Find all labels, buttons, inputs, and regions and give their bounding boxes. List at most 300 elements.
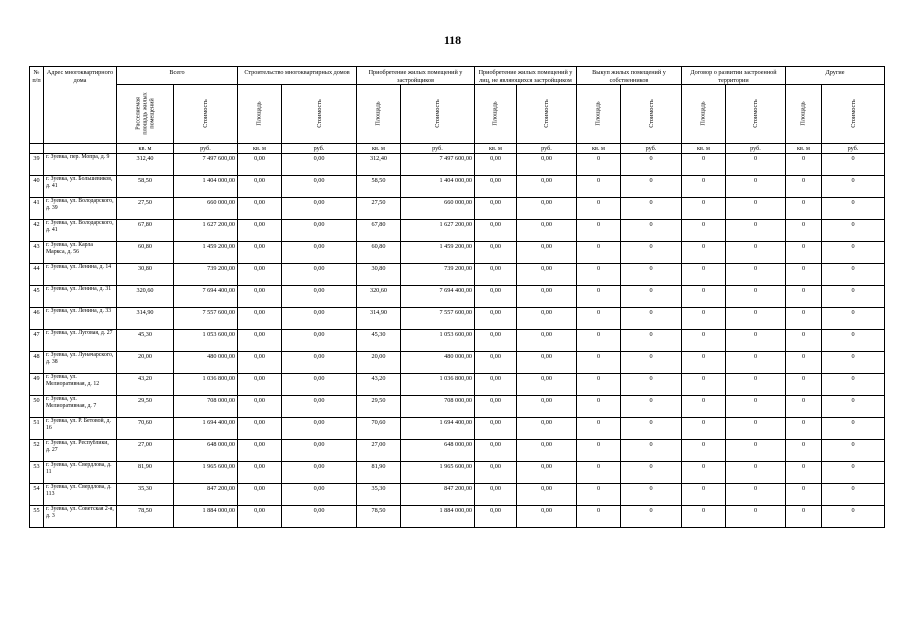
cell-total-cost: 7 497 600,00 bbox=[174, 154, 238, 176]
cell-non-developer-cost: 0,00 bbox=[517, 308, 577, 330]
cell-developer-cost: 739 200,00 bbox=[401, 264, 475, 286]
header-group-territory-contract: Договор о развитии застроенной территории bbox=[682, 67, 786, 85]
cell-other-cost: 0 bbox=[822, 154, 885, 176]
cell-developer-cost: 1 965 600,00 bbox=[401, 462, 475, 484]
cell-territory-area: 0 bbox=[682, 440, 726, 462]
table-row bbox=[30, 396, 885, 418]
cell-territory-cost: 0 bbox=[726, 176, 786, 198]
unit-cost: руб. bbox=[517, 144, 577, 154]
cell-developer-area: 30,80 bbox=[357, 264, 401, 286]
cell-construction-cost: 0,00 bbox=[282, 220, 357, 242]
cell-buyout-area: 0 bbox=[577, 220, 621, 242]
cell-territory-cost: 0 bbox=[726, 198, 786, 220]
row-address: г. Зуевка, ул. Володарского, д. 41 bbox=[44, 220, 117, 242]
cell-other-area: 0 bbox=[786, 374, 822, 396]
cell-territory-area: 0 bbox=[682, 154, 726, 176]
cell-other-area: 0 bbox=[786, 242, 822, 264]
cell-non-developer-area: 0,00 bbox=[475, 418, 517, 440]
cell-territory-area: 0 bbox=[682, 242, 726, 264]
cell-developer-area: 20,00 bbox=[357, 352, 401, 374]
cell-non-developer-cost: 0,00 bbox=[517, 462, 577, 484]
row-address: г. Зуевка, ул. Свердлова, д. 113 bbox=[44, 484, 117, 506]
cell-total-cost: 7 694 400,00 bbox=[174, 286, 238, 308]
header-num: № п/п bbox=[30, 67, 44, 144]
cell-construction-area: 0,00 bbox=[238, 264, 282, 286]
row-number: 45 bbox=[30, 286, 44, 308]
cell-developer-cost: 708 000,00 bbox=[401, 396, 475, 418]
cell-construction-cost: 0,00 bbox=[282, 242, 357, 264]
cell-total-cost: 1 627 200,00 bbox=[174, 220, 238, 242]
cell-other-cost: 0 bbox=[822, 374, 885, 396]
cell-non-developer-area: 0,00 bbox=[475, 352, 517, 374]
cell-total-cost: 1 694 400,00 bbox=[174, 418, 238, 440]
table-row bbox=[30, 154, 885, 176]
cell-territory-cost: 0 bbox=[726, 308, 786, 330]
row-number: 52 bbox=[30, 440, 44, 462]
cell-non-developer-area: 0,00 bbox=[475, 506, 517, 528]
row-address: г. Зуевка, ул. Ленина, д. 31 bbox=[44, 286, 117, 308]
row-number: 46 bbox=[30, 308, 44, 330]
cell-buyout-area: 0 bbox=[577, 330, 621, 352]
cell-territory-cost: 0 bbox=[726, 374, 786, 396]
unit-area: кв. м bbox=[786, 144, 822, 154]
cell-construction-cost: 0,00 bbox=[282, 484, 357, 506]
cell-construction-area: 0,00 bbox=[238, 330, 282, 352]
cell-developer-area: 27,50 bbox=[357, 198, 401, 220]
cell-total-area: 70,60 bbox=[117, 418, 174, 440]
cell-non-developer-cost: 0,00 bbox=[517, 506, 577, 528]
cell-other-area: 0 bbox=[786, 308, 822, 330]
cell-territory-cost: 0 bbox=[726, 330, 786, 352]
header-group-other: Другие bbox=[786, 67, 885, 85]
table-row bbox=[30, 418, 885, 440]
cell-other-area: 0 bbox=[786, 418, 822, 440]
cell-non-developer-cost: 0,00 bbox=[517, 154, 577, 176]
cell-total-cost: 7 557 600,00 bbox=[174, 308, 238, 330]
cell-construction-area: 0,00 bbox=[238, 374, 282, 396]
row-address: г. Зуевка, ул. Мелиоративная, д. 12 bbox=[44, 374, 117, 396]
cell-buyout-area: 0 bbox=[577, 308, 621, 330]
cell-territory-area: 0 bbox=[682, 484, 726, 506]
cell-total-area: 314,90 bbox=[117, 308, 174, 330]
row-number: 39 bbox=[30, 154, 44, 176]
cell-non-developer-cost: 0,00 bbox=[517, 264, 577, 286]
cell-territory-area: 0 bbox=[682, 374, 726, 396]
cell-buyout-cost: 0 bbox=[621, 286, 682, 308]
row-address: г. Зуевка, ул. Володарского, д. 39 bbox=[44, 198, 117, 220]
row-number: 43 bbox=[30, 242, 44, 264]
cell-construction-cost: 0,00 bbox=[282, 286, 357, 308]
cell-developer-cost: 1 884 000,00 bbox=[401, 506, 475, 528]
cell-other-area: 0 bbox=[786, 352, 822, 374]
row-address: г. Зуевка, пер. Мопра, д. 9 bbox=[44, 154, 117, 176]
unit-blank bbox=[44, 144, 117, 154]
header-group-developer-purchase: Приобретение жилых помещений у застройщиков bbox=[357, 67, 475, 85]
cell-buyout-area: 0 bbox=[577, 418, 621, 440]
table-row bbox=[30, 308, 885, 330]
cell-construction-area: 0,00 bbox=[238, 506, 282, 528]
cell-developer-area: 314,90 bbox=[357, 308, 401, 330]
row-number: 51 bbox=[30, 418, 44, 440]
cell-total-cost: 1 404 000,00 bbox=[174, 176, 238, 198]
cell-developer-cost: 660 000,00 bbox=[401, 198, 475, 220]
subheader-settled-area: Расселяемая площадь жилых помещений bbox=[117, 85, 174, 144]
cell-total-cost: 1 884 000,00 bbox=[174, 506, 238, 528]
header-group-total: Всего bbox=[117, 67, 238, 85]
cell-non-developer-cost: 0,00 bbox=[517, 242, 577, 264]
cell-buyout-area: 0 bbox=[577, 374, 621, 396]
cell-construction-area: 0,00 bbox=[238, 396, 282, 418]
row-number: 40 bbox=[30, 176, 44, 198]
table-row bbox=[30, 374, 885, 396]
cell-other-area: 0 bbox=[786, 506, 822, 528]
cell-other-area: 0 bbox=[786, 198, 822, 220]
cell-total-cost: 708 000,00 bbox=[174, 396, 238, 418]
cell-total-area: 45,30 bbox=[117, 330, 174, 352]
cell-buyout-area: 0 bbox=[577, 352, 621, 374]
cell-construction-area: 0,00 bbox=[238, 308, 282, 330]
cell-buyout-area: 0 bbox=[577, 198, 621, 220]
table-row bbox=[30, 198, 885, 220]
unit-cost: руб. bbox=[401, 144, 475, 154]
table-row bbox=[30, 484, 885, 506]
cell-total-area: 35,30 bbox=[117, 484, 174, 506]
subheader-cost: Стоимость bbox=[401, 85, 475, 144]
cell-total-cost: 480 000,00 bbox=[174, 352, 238, 374]
table-row bbox=[30, 286, 885, 308]
cell-buyout-cost: 0 bbox=[621, 154, 682, 176]
cell-developer-cost: 1 036 800,00 bbox=[401, 374, 475, 396]
cell-buyout-area: 0 bbox=[577, 286, 621, 308]
cell-developer-area: 29,50 bbox=[357, 396, 401, 418]
cell-non-developer-area: 0,00 bbox=[475, 374, 517, 396]
cell-other-area: 0 bbox=[786, 220, 822, 242]
cell-other-area: 0 bbox=[786, 264, 822, 286]
cell-non-developer-area: 0,00 bbox=[475, 484, 517, 506]
cell-developer-cost: 7 497 600,00 bbox=[401, 154, 475, 176]
subheader-cost: Стоимость bbox=[822, 85, 885, 144]
cell-construction-area: 0,00 bbox=[238, 462, 282, 484]
table-row bbox=[30, 264, 885, 286]
cell-non-developer-area: 0,00 bbox=[475, 242, 517, 264]
cell-other-cost: 0 bbox=[822, 330, 885, 352]
table-row bbox=[30, 462, 885, 484]
cell-non-developer-cost: 0,00 bbox=[517, 176, 577, 198]
cell-non-developer-cost: 0,00 bbox=[517, 396, 577, 418]
subheader-cost: Стоимость bbox=[282, 85, 357, 144]
cell-buyout-area: 0 bbox=[577, 484, 621, 506]
cell-buyout-area: 0 bbox=[577, 242, 621, 264]
cell-non-developer-area: 0,00 bbox=[475, 330, 517, 352]
cell-territory-area: 0 bbox=[682, 220, 726, 242]
cell-non-developer-area: 0,00 bbox=[475, 220, 517, 242]
cell-non-developer-cost: 0,00 bbox=[517, 198, 577, 220]
cell-non-developer-cost: 0,00 bbox=[517, 286, 577, 308]
row-number: 50 bbox=[30, 396, 44, 418]
cell-other-cost: 0 bbox=[822, 462, 885, 484]
cell-non-developer-cost: 0,00 bbox=[517, 374, 577, 396]
unit-cost: руб. bbox=[174, 144, 238, 154]
cell-territory-cost: 0 bbox=[726, 242, 786, 264]
row-address: г. Зуевка, ул. Карла Маркса, д. 56 bbox=[44, 242, 117, 264]
header-group-buyout: Выкуп жилых помещений у собственников bbox=[577, 67, 682, 85]
unit-cost: руб. bbox=[621, 144, 682, 154]
cell-territory-area: 0 bbox=[682, 176, 726, 198]
subheader-cost: Стоимость bbox=[726, 85, 786, 144]
cell-territory-cost: 0 bbox=[726, 286, 786, 308]
cell-total-area: 30,80 bbox=[117, 264, 174, 286]
cell-territory-cost: 0 bbox=[726, 462, 786, 484]
cell-construction-area: 0,00 bbox=[238, 154, 282, 176]
cell-developer-area: 67,80 bbox=[357, 220, 401, 242]
row-number: 49 bbox=[30, 374, 44, 396]
cell-total-area: 320,60 bbox=[117, 286, 174, 308]
cell-buyout-cost: 0 bbox=[621, 198, 682, 220]
row-address: г. Зуевка, ул. Р. Бетовой, д. 16 bbox=[44, 418, 117, 440]
cell-developer-cost: 1 404 000,00 bbox=[401, 176, 475, 198]
cell-non-developer-area: 0,00 bbox=[475, 396, 517, 418]
cell-developer-area: 70,60 bbox=[357, 418, 401, 440]
cell-other-area: 0 bbox=[786, 154, 822, 176]
cell-total-cost: 739 200,00 bbox=[174, 264, 238, 286]
cell-territory-area: 0 bbox=[682, 330, 726, 352]
cell-other-cost: 0 bbox=[822, 506, 885, 528]
cell-other-cost: 0 bbox=[822, 198, 885, 220]
cell-total-area: 43,20 bbox=[117, 374, 174, 396]
cell-buyout-cost: 0 bbox=[621, 176, 682, 198]
cell-total-area: 67,80 bbox=[117, 220, 174, 242]
cell-other-cost: 0 bbox=[822, 176, 885, 198]
cell-other-cost: 0 bbox=[822, 396, 885, 418]
cell-territory-area: 0 bbox=[682, 462, 726, 484]
cell-territory-cost: 0 bbox=[726, 418, 786, 440]
cell-other-cost: 0 bbox=[822, 264, 885, 286]
table-row bbox=[30, 440, 885, 462]
cell-buyout-area: 0 bbox=[577, 506, 621, 528]
row-address: г. Зуевка, ул. Луговая, д. 27 bbox=[44, 330, 117, 352]
cell-construction-cost: 0,00 bbox=[282, 330, 357, 352]
cell-territory-cost: 0 bbox=[726, 506, 786, 528]
cell-territory-cost: 0 bbox=[726, 264, 786, 286]
cell-non-developer-cost: 0,00 bbox=[517, 484, 577, 506]
cell-other-area: 0 bbox=[786, 484, 822, 506]
cell-total-area: 312,40 bbox=[117, 154, 174, 176]
cell-total-cost: 1 053 600,00 bbox=[174, 330, 238, 352]
table-row bbox=[30, 352, 885, 374]
cell-developer-cost: 1 459 200,00 bbox=[401, 242, 475, 264]
cell-construction-area: 0,00 bbox=[238, 484, 282, 506]
cell-construction-cost: 0,00 bbox=[282, 198, 357, 220]
unit-area: кв. м bbox=[577, 144, 621, 154]
row-address: г. Зуевка, ул. Свердлова, д. 11 bbox=[44, 462, 117, 484]
cell-construction-cost: 0,00 bbox=[282, 418, 357, 440]
cell-total-area: 60,80 bbox=[117, 242, 174, 264]
header-address: Адрес многоквартирного дома bbox=[44, 67, 117, 144]
cell-buyout-area: 0 bbox=[577, 440, 621, 462]
cell-construction-cost: 0,00 bbox=[282, 176, 357, 198]
cell-territory-area: 0 bbox=[682, 418, 726, 440]
cell-developer-cost: 648 000,00 bbox=[401, 440, 475, 462]
cell-total-area: 27,50 bbox=[117, 198, 174, 220]
cell-non-developer-area: 0,00 bbox=[475, 264, 517, 286]
cell-developer-cost: 1 627 200,00 bbox=[401, 220, 475, 242]
row-number: 44 bbox=[30, 264, 44, 286]
cell-construction-area: 0,00 bbox=[238, 176, 282, 198]
cell-territory-area: 0 bbox=[682, 308, 726, 330]
row-number: 47 bbox=[30, 330, 44, 352]
cell-construction-cost: 0,00 bbox=[282, 264, 357, 286]
cell-territory-cost: 0 bbox=[726, 396, 786, 418]
cell-buyout-cost: 0 bbox=[621, 374, 682, 396]
cell-developer-area: 312,40 bbox=[357, 154, 401, 176]
cell-buyout-cost: 0 bbox=[621, 330, 682, 352]
subheader-area: Площадь bbox=[475, 85, 517, 144]
cell-construction-cost: 0,00 bbox=[282, 462, 357, 484]
cell-other-area: 0 bbox=[786, 286, 822, 308]
cell-non-developer-area: 0,00 bbox=[475, 308, 517, 330]
cell-total-cost: 660 000,00 bbox=[174, 198, 238, 220]
cell-territory-cost: 0 bbox=[726, 220, 786, 242]
cell-non-developer-cost: 0,00 bbox=[517, 418, 577, 440]
cell-developer-cost: 480 000,00 bbox=[401, 352, 475, 374]
unit-area: кв. м bbox=[682, 144, 726, 154]
subheader-area: Площадь bbox=[682, 85, 726, 144]
cell-total-cost: 648 000,00 bbox=[174, 440, 238, 462]
subheader-area: Площадь bbox=[786, 85, 822, 144]
header-group-construction: Строительство многоквартирных домов bbox=[238, 67, 357, 85]
cell-buyout-area: 0 bbox=[577, 154, 621, 176]
cell-buyout-area: 0 bbox=[577, 264, 621, 286]
cell-buyout-area: 0 bbox=[577, 396, 621, 418]
table-row bbox=[30, 330, 885, 352]
row-address: г. Зуевка, ул. Большевиков, д. 41 bbox=[44, 176, 117, 198]
page-number: 118 bbox=[443, 33, 462, 47]
cell-construction-cost: 0,00 bbox=[282, 352, 357, 374]
row-number: 41 bbox=[30, 198, 44, 220]
cell-other-cost: 0 bbox=[822, 308, 885, 330]
row-address: г. Зуевка, ул. Республики, д. 27 bbox=[44, 440, 117, 462]
cell-other-area: 0 bbox=[786, 396, 822, 418]
cell-construction-area: 0,00 bbox=[238, 440, 282, 462]
cell-non-developer-area: 0,00 bbox=[475, 440, 517, 462]
cell-territory-area: 0 bbox=[682, 286, 726, 308]
table-row bbox=[30, 242, 885, 264]
unit-cost: руб. bbox=[726, 144, 786, 154]
row-address: г. Зуевка, ул. Мелиоративная, д. 7 bbox=[44, 396, 117, 418]
header-group-non-developer-purchase: Приобретение жилых помещений у лиц, не являющихся застройщиком bbox=[475, 67, 577, 85]
cell-buyout-area: 0 bbox=[577, 462, 621, 484]
cell-developer-area: 78,50 bbox=[357, 506, 401, 528]
cell-buyout-cost: 0 bbox=[621, 484, 682, 506]
cell-developer-cost: 847 200,00 bbox=[401, 484, 475, 506]
cell-construction-area: 0,00 bbox=[238, 198, 282, 220]
cell-non-developer-area: 0,00 bbox=[475, 154, 517, 176]
unit-area: кв. м bbox=[475, 144, 517, 154]
subheader-cost: Стоимость bbox=[517, 85, 577, 144]
cell-buyout-cost: 0 bbox=[621, 440, 682, 462]
cell-developer-area: 58,50 bbox=[357, 176, 401, 198]
cell-other-area: 0 bbox=[786, 440, 822, 462]
cell-total-area: 20,00 bbox=[117, 352, 174, 374]
cell-territory-area: 0 bbox=[682, 506, 726, 528]
cell-total-area: 29,50 bbox=[117, 396, 174, 418]
cell-non-developer-area: 0,00 bbox=[475, 462, 517, 484]
row-address: г. Зуевка, ул. Луначарского, д. 38 bbox=[44, 352, 117, 374]
subheader-area: Площадь bbox=[357, 85, 401, 144]
row-number: 42 bbox=[30, 220, 44, 242]
cell-construction-area: 0,00 bbox=[238, 352, 282, 374]
cell-other-cost: 0 bbox=[822, 242, 885, 264]
cell-non-developer-area: 0,00 bbox=[475, 198, 517, 220]
cell-territory-area: 0 bbox=[682, 396, 726, 418]
table-row bbox=[30, 220, 885, 242]
unit-cost: руб. bbox=[822, 144, 885, 154]
cell-developer-cost: 1 053 600,00 bbox=[401, 330, 475, 352]
cell-total-cost: 1 965 600,00 bbox=[174, 462, 238, 484]
subheader-area: Площадь bbox=[238, 85, 282, 144]
cell-total-cost: 1 459 200,00 bbox=[174, 242, 238, 264]
subheader-cost: Стоимость bbox=[621, 85, 682, 144]
cell-developer-cost: 7 694 400,00 bbox=[401, 286, 475, 308]
cell-construction-area: 0,00 bbox=[238, 418, 282, 440]
cell-other-area: 0 bbox=[786, 176, 822, 198]
subheader-cost: Стоимость bbox=[174, 85, 238, 144]
cell-developer-area: 81,90 bbox=[357, 462, 401, 484]
cell-construction-area: 0,00 bbox=[238, 286, 282, 308]
cell-buyout-cost: 0 bbox=[621, 396, 682, 418]
cell-construction-area: 0,00 bbox=[238, 242, 282, 264]
cell-total-cost: 847 200,00 bbox=[174, 484, 238, 506]
row-number: 55 bbox=[30, 506, 44, 528]
cell-non-developer-cost: 0,00 bbox=[517, 220, 577, 242]
cell-buyout-cost: 0 bbox=[621, 264, 682, 286]
cell-buyout-cost: 0 bbox=[621, 462, 682, 484]
subheader-area: Площадь bbox=[577, 85, 621, 144]
cell-developer-area: 43,20 bbox=[357, 374, 401, 396]
cell-other-cost: 0 bbox=[822, 440, 885, 462]
cell-other-cost: 0 bbox=[822, 418, 885, 440]
row-number: 53 bbox=[30, 462, 44, 484]
cell-total-area: 58,50 bbox=[117, 176, 174, 198]
unit-area: кв. м bbox=[117, 144, 174, 154]
unit-area: кв. м bbox=[357, 144, 401, 154]
cell-total-area: 78,50 bbox=[117, 506, 174, 528]
row-number: 48 bbox=[30, 352, 44, 374]
cell-other-area: 0 bbox=[786, 330, 822, 352]
row-address: г. Зуевка, ул. Ленина, д. 33 bbox=[44, 308, 117, 330]
cell-buyout-area: 0 bbox=[577, 176, 621, 198]
row-address: г. Зуевка, ул. Советская 2-я, д. 3 bbox=[44, 506, 117, 528]
cell-buyout-cost: 0 bbox=[621, 308, 682, 330]
cell-non-developer-area: 0,00 bbox=[475, 286, 517, 308]
cell-territory-cost: 0 bbox=[726, 352, 786, 374]
cell-other-cost: 0 bbox=[822, 484, 885, 506]
cell-territory-cost: 0 bbox=[726, 154, 786, 176]
cell-total-area: 81,90 bbox=[117, 462, 174, 484]
cell-construction-area: 0,00 bbox=[238, 220, 282, 242]
unit-cost: руб. bbox=[282, 144, 357, 154]
cell-developer-area: 320,60 bbox=[357, 286, 401, 308]
table-row bbox=[30, 176, 885, 198]
cell-buyout-cost: 0 bbox=[621, 220, 682, 242]
cell-non-developer-area: 0,00 bbox=[475, 176, 517, 198]
cell-other-cost: 0 bbox=[822, 220, 885, 242]
table-row bbox=[30, 506, 885, 528]
cell-territory-area: 0 bbox=[682, 352, 726, 374]
cell-developer-cost: 7 557 600,00 bbox=[401, 308, 475, 330]
cell-buyout-cost: 0 bbox=[621, 506, 682, 528]
cell-developer-area: 60,80 bbox=[357, 242, 401, 264]
